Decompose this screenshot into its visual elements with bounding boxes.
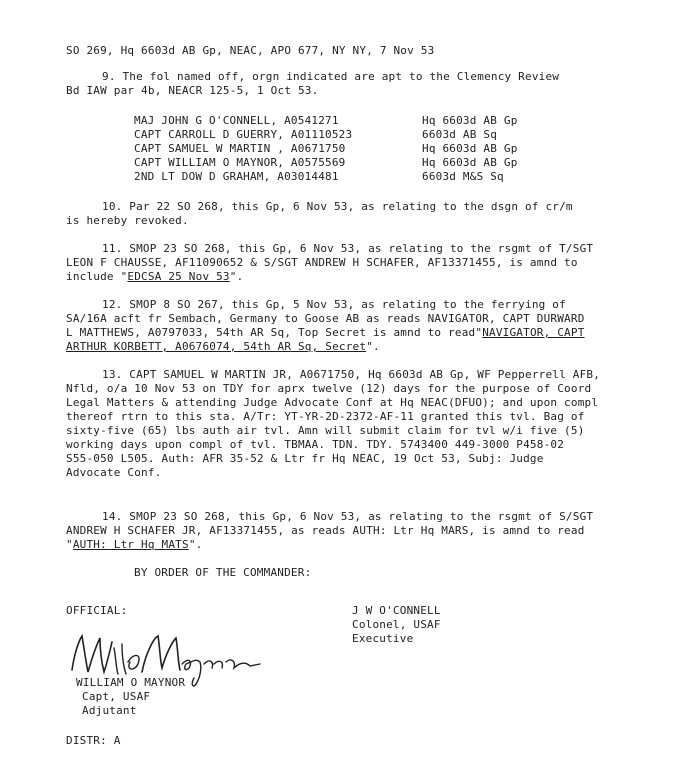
para-12-line-1: 12. SMOP 8 SO 267, this Gp, 5 Nov 53, as relating to the ferrying of xyxy=(102,298,566,311)
commander-rank: Colonel, USAF xyxy=(352,618,441,631)
text-run: " xyxy=(66,538,73,551)
para-12-line-4 xyxy=(66,340,380,354)
para-11-line-1: 11. SMOP 23 SO 268, this Gp, 6 Nov 53, as relating to the rsgmt of T/SGT xyxy=(102,242,594,255)
para-14-line-2: ANDREW H SCHAFER JR, AF13371455, as reads AUTH: Ltr Hq MARS, is amnd to read xyxy=(66,524,585,537)
underlined-text: NAVIGATOR, CAPT xyxy=(482,326,585,339)
text-run: ". xyxy=(229,270,244,283)
text-run: ". xyxy=(188,538,203,551)
underlined-text: AUTH: Ltr Hq MATS xyxy=(72,538,189,551)
para-9-line-2: Bd IAW par 4b, NEACR 125-5, 1 Oct 53. xyxy=(66,84,319,97)
para-13-line-6: working days upon compl of tvl. TBMAA. TDN. TDY. 5743400 449-3000 P458-02 xyxy=(66,438,565,451)
closing-line: BY ORDER OF THE COMMANDER: xyxy=(134,566,312,579)
member-orgn: Hq 6603d AB Gp xyxy=(422,142,518,155)
member-name: MAJ JOHN G O'CONNELL, A0541271 xyxy=(134,114,339,127)
text-run: include " xyxy=(66,270,128,283)
para-13-line-1: 13. CAPT SAMUEL W MARTIN JR, A0671750, Hq 6603d AB Gp, WF Pepperrell AFB, xyxy=(102,368,601,381)
distribution-line: DISTR: A xyxy=(66,734,121,747)
para-13-line-3: Legal Matters & attending Judge Advocate Conf at Hq NEAC(DFUO); and upon compl xyxy=(66,396,599,409)
member-orgn: Hq 6603d AB Gp xyxy=(422,114,518,127)
member-name: CAPT SAMUEL W MARTIN , A0671750 xyxy=(134,142,346,155)
para-11-line-2: LEON F CHAUSSE, AF11090652 & S/SGT ANDREW H SCHAFER, AF13371455, is amnd to xyxy=(66,256,578,269)
para-13-line-5: sixty-five (65) lbs auth air tvl. Amn will submit claim for tvl w/i five (5) xyxy=(66,424,585,437)
para-13-line-4: thereof rtrn to this sta. A/Tr: YT-YR-2D-2372-AF-11 granted this tvl. Bag of xyxy=(66,410,585,423)
adjutant-name: WILLIAM O MAYNOR xyxy=(76,676,186,689)
para-13-line-2: Nfld, o/a 10 Nov 53 on TDY for aprx twelve (12) days for the purpose of Coord xyxy=(66,382,592,395)
adjutant-title: Adjutant xyxy=(82,704,137,717)
official-label: OFFICIAL: xyxy=(66,604,128,617)
para-14-line-3 xyxy=(66,538,202,552)
member-orgn: Hq 6603d AB Gp xyxy=(422,156,518,169)
member-name: CAPT CARROLL D GUERRY, A01110523 xyxy=(134,128,353,141)
para-10-line-2: is hereby revoked. xyxy=(66,214,189,227)
text-run: L MATTHEWS, A0797033, 54th AR Sq, Top Secret is amnd to read" xyxy=(66,326,483,339)
para-10-line-1: 10. Par 22 SO 268, this Gp, 6 Nov 53, as relating to the dsgn of cr/m xyxy=(102,200,573,213)
para-12-line-3 xyxy=(66,326,585,340)
text-run: ". xyxy=(366,340,380,353)
para-13-line-7: S55-050 L505. Auth: AFR 35-52 & Ltr fr Hq NEAC, 19 Oct 53, Subj: Judge xyxy=(66,452,544,465)
member-orgn: 6603d M&S Sq xyxy=(422,170,504,183)
para-14-line-1: 14. SMOP 23 SO 268, this Gp, 6 Nov 53, as relating to the rsgmt of S/SGT xyxy=(102,510,594,523)
member-orgn: 6603d AB Sq xyxy=(422,128,498,141)
order-header: SO 269, Hq 6603d AB Gp, NEAC, APO 677, NY NY, 7 Nov 53 xyxy=(66,44,435,57)
para-9-line-1: 9. The fol named off, orgn indicated are apt to the Clemency Review xyxy=(102,70,560,83)
para-12-line-2: SA/16A acft fr Sembach, Germany to Goose AB as reads NAVIGATOR, CAPT DURWARD xyxy=(66,312,585,325)
member-name: 2ND LT DOW D GRAHAM, A03014481 xyxy=(134,170,339,183)
commander-title: Executive xyxy=(352,632,414,645)
member-name: CAPT WILLIAM O MAYNOR, A0575569 xyxy=(134,156,346,169)
para-11-line-3 xyxy=(66,270,243,284)
para-13-line-8: Advocate Conf. xyxy=(66,466,162,479)
underlined-text: ARTHUR KORBETT, A0676074, 54th AR Sq, Secret xyxy=(66,340,367,353)
commander-name: J W O'CONNELL xyxy=(352,604,441,617)
underlined-text: EDCSA 25 Nov 53 xyxy=(127,270,230,283)
adjutant-rank: Capt, USAF xyxy=(82,690,151,703)
